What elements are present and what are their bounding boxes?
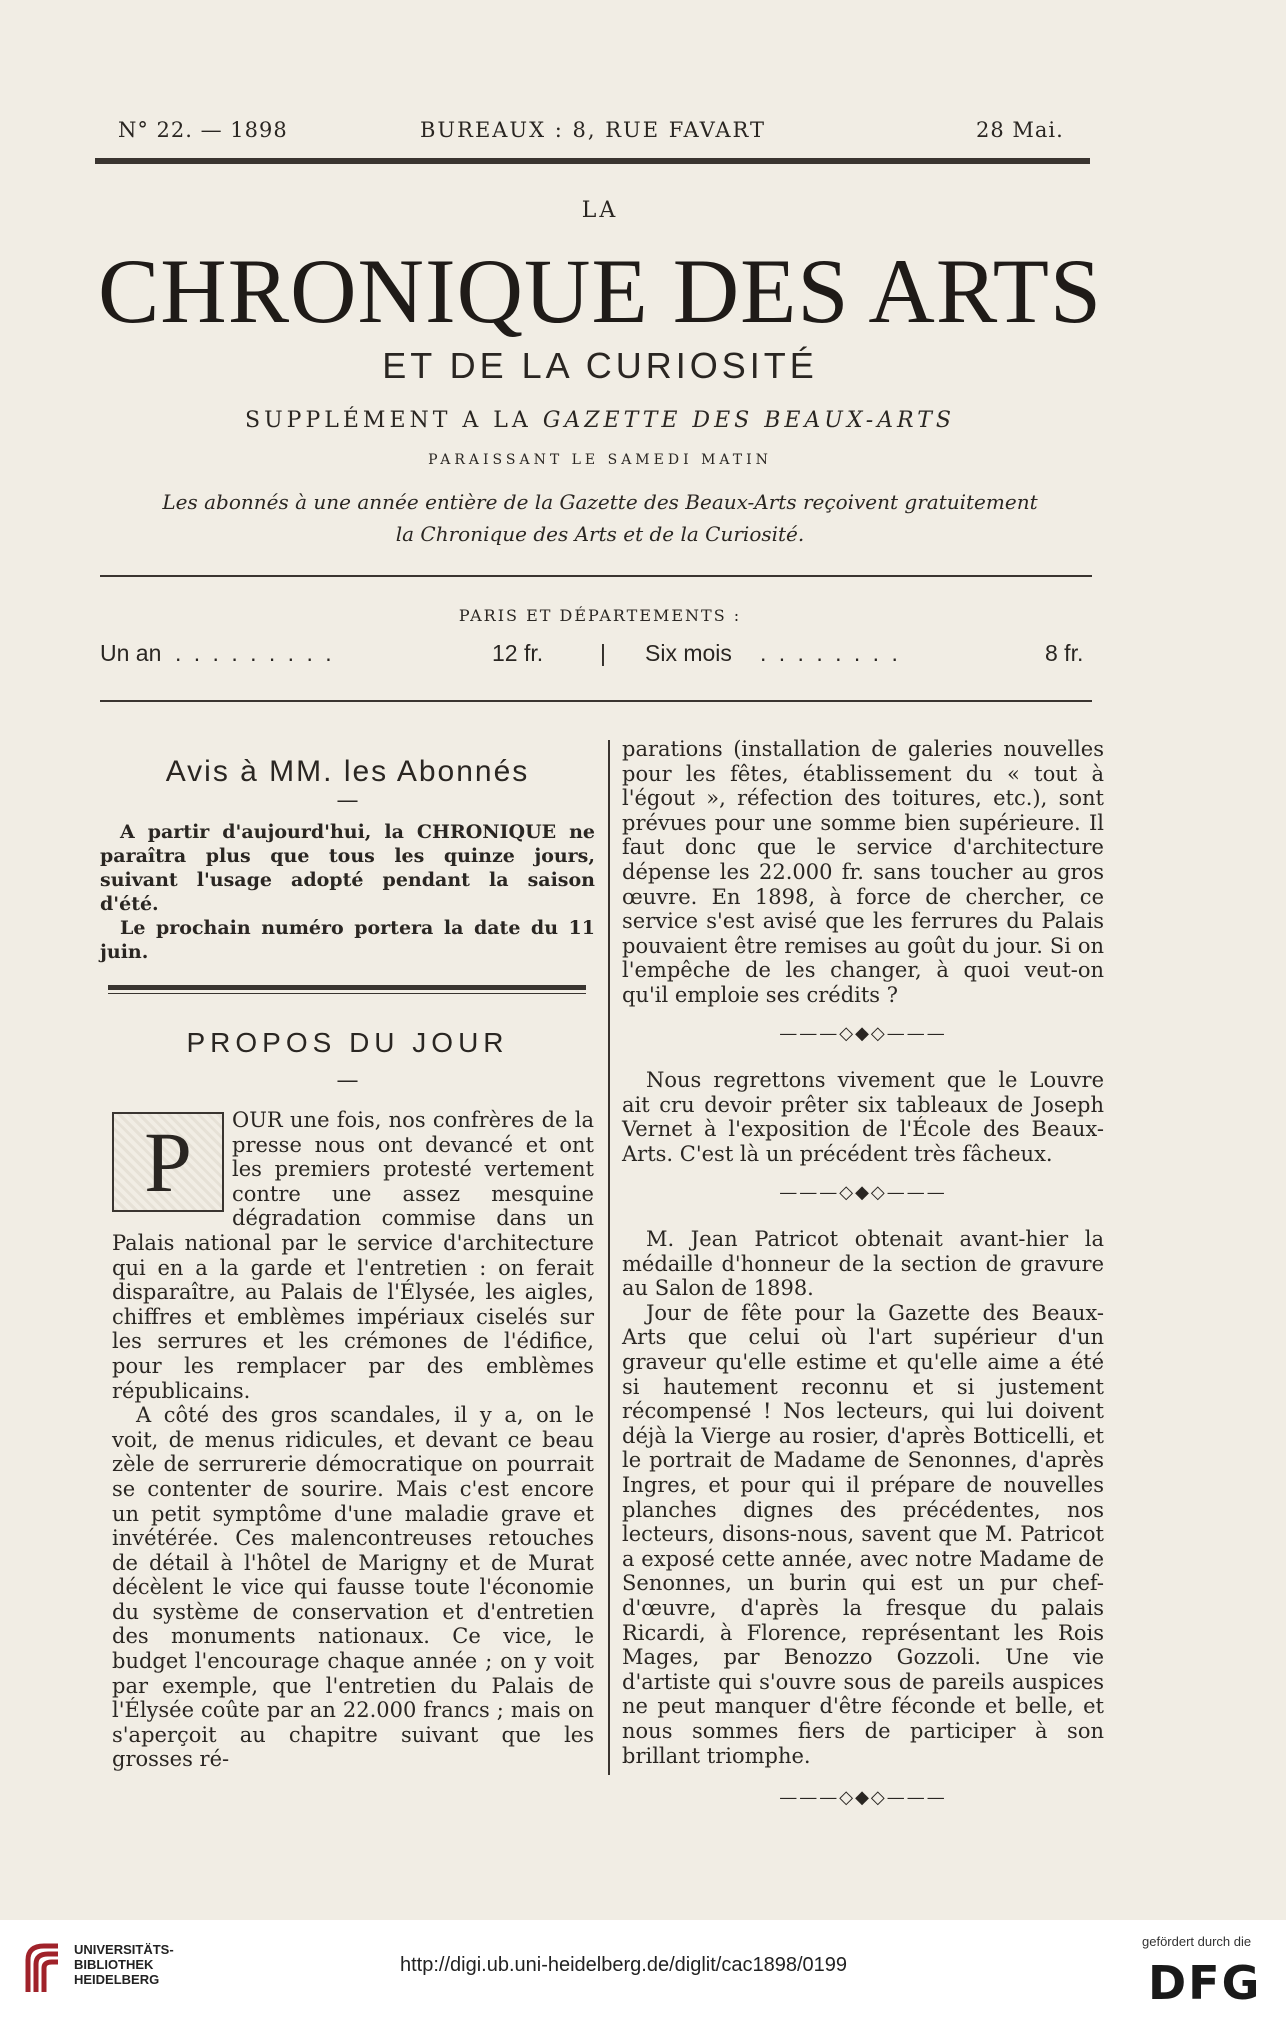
- six-months-label: Six mois: [645, 640, 732, 666]
- masthead-title: CHRONIQUE DES ARTS: [97, 240, 1103, 342]
- propos-body: [112, 1108, 594, 1772]
- supplement-title: GAZETTE DES BEAUX-ARTS: [542, 408, 955, 433]
- ornament-divider-1: ———◇◆◇———: [779, 1022, 947, 1044]
- notice-rule: [108, 985, 586, 990]
- issue-number: N° 22. — 1898: [118, 118, 288, 142]
- library-name-line-3: HEIDELBERG: [74, 1972, 160, 1987]
- frequency-line: PARAISSANT LE SAMEDI MATIN: [428, 452, 772, 468]
- right-paragraph-continued: parations (installation de galeries nouvelles pour les fêtes, établissement du « tout à l'égout », réfection des toitures, etc.), sont prévues pour une somme bien supérieure. Il faut donc que le service d'architecture dépense les 22.000 fr. sans toucher au gros œuvre. En 1898, à force de chercher, ce service s'est avisé que les ferrures du Palais pouvaient être remises au goût du jour. Si on l'empêche de les changer, à quoi veut-on qu'il emploie ses crédits ?: [622, 737, 1104, 1007]
- propos-title: PROPOS DU JOUR: [186, 1027, 509, 1058]
- supplement-prefix: SUPPLÉMENT A LA: [245, 408, 532, 433]
- ornament-divider-2: ———◇◆◇———: [779, 1181, 947, 1203]
- digitization-footer: [0, 1920, 1286, 2017]
- source-url-link[interactable]: http://digi.ub.uni-heidelberg.de/diglit/cac1898/0199: [400, 1954, 847, 1976]
- notice-dash: —: [336, 788, 359, 813]
- supplement-line: [0, 408, 1200, 433]
- propos-paragraph-1: [112, 1108, 594, 1403]
- six-months-dots: . . . . . . . .: [760, 640, 901, 666]
- library-name: [74, 1942, 174, 1987]
- subscribers-line-2: la Chronique des Arts et de la Curiosité.: [395, 522, 805, 546]
- ornament-divider-3: ———◇◆◇———: [779, 1787, 947, 1809]
- right-paragraph-patricot-1: M. Jean Patricot obtenait avant-hier la médaille d'honneur de la section de gravure au Salon de 1898.: [622, 1227, 1104, 1301]
- notice-rule-thin: [108, 993, 586, 994]
- year-price: 12 fr.: [492, 640, 544, 666]
- dropcap-ornament: P: [112, 1112, 224, 1212]
- right-column: [622, 737, 1104, 1811]
- right-paragraph-patricot-2: Jour de fête pour la Gazette des Beaux-Arts que celui où l'art supérieur d'un graveur qu'elle estime et qu'elle aime a été si hautement reconnu et si justement récompensé ! Nos lecteurs, qui lui doivent déjà la Vierge au rosier, d'après Botticelli, et le portrait de Madame de Senonnes, d'après Ingres, et pour qui il prépare de nouvelles planches dignes des précédentes, nos lecteurs, disons-nous, savent que M. Patricot a exposé cette année, avec notre Madame de Senonnes, un burin qui est un pur chef-d'œuvre, d'après la fresque du palais Ricardi, à Florence, représentant les Rois Mages, par Benozzo Gozzoli. Une vie d'artiste qui s'ouvre sous de pareils auspices ne peut manquer d'être féconde et belle, et nous sommes fiers de participer à son brillant triomphe.: [622, 1300, 1104, 1768]
- office-address: BUREAUX : 8, RUE FAVART: [420, 118, 766, 142]
- issue-date: 28 Mai.: [976, 118, 1064, 142]
- six-months-price: 8 fr.: [1045, 640, 1084, 666]
- year-dots: . . . . . . . . .: [175, 640, 335, 666]
- year-label: Un an: [100, 640, 162, 666]
- funded-by-label: gefördert durch die: [1142, 1934, 1252, 1949]
- notice-title: Avis à MM. les Abonnés: [165, 755, 530, 788]
- notice-paragraph-1: A partir d'aujourd'hui, la CHRONIQUE ne paraîtra plus que tous les quinze jours, suivant l'usage adopté pendant la saison d'été.: [100, 821, 595, 915]
- pricing-heading: PARIS ET DÉPARTEMENTS :: [458, 606, 742, 625]
- masthead-article: LA: [581, 198, 619, 223]
- pricing-rule: [100, 700, 1092, 702]
- university-library-logo-icon: [22, 1938, 66, 1998]
- library-name-line-1: UNIVERSITÄTS-: [74, 1942, 174, 1957]
- propos-dash: —: [336, 1068, 359, 1093]
- masthead-rule: [100, 575, 1092, 577]
- price-separator: |: [600, 640, 606, 666]
- right-paragraph-louvre: Nous regrettons vivement que le Louvre ait cru devoir prêter six tableaux de Joseph Vernet à l'exposition de l'École des Beaux-Arts. C'est là un précédent très fâcheux.: [622, 1068, 1104, 1166]
- subscribers-line-1: Les abonnés à une année entière de la Gazette des Beaux-Arts reçoivent gratuitement: [162, 490, 1038, 514]
- library-name-line-2: BIBLIOTHEK: [74, 1957, 154, 1972]
- notice-paragraph-2: Le prochain numéro portera la date du 11 juin.: [100, 917, 595, 963]
- propos-paragraph-1-text: OUR une fois, nos confrères de la presse nous ont devancé et ont les premiers protesté vertement contre une assez mesquine dégradation commise dans un Palais national par le service d'architecture qui en a la garde et l'entretien : on ferait disparaître, au Palais de l'Élysée, les aigles, chiffres et emblèmes impériaux ciselés sur les serrures et les crémones de l'édifice, pour les remplacer par des emblèmes républicains.: [112, 1108, 594, 1403]
- propos-paragraph-2: A côté des gros scandales, il y a, on le voit, de menus ridicules, et devant ce beau zèle de serrurerie démocratique on pourrait se contenter de sourire. Mais c'est encore un petit symptôme d'une maladie grave et invétérée. Ces malencontreuses retouches de détail à l'hôtel de Marigny et de Murat décèlent le vice qui fausse toute l'économie du système de conservation et d'entretien des monuments nationaux. Ce vice, le budget l'encourage chaque année ; on y voit par exemple, que l'entretien du Palais de l'Élysée coûte par an 22.000 francs ; mais on s'aperçoit au chapitre suivant que les grosses ré-: [112, 1403, 594, 1772]
- notice-body: [100, 820, 595, 964]
- header-rule: [95, 158, 1090, 164]
- column-divider: [608, 740, 610, 1775]
- subscribers-note: [0, 486, 1200, 550]
- dfg-logo: DFG: [1148, 1956, 1262, 2010]
- masthead-subtitle: ET DE LA CURIOSITÉ: [382, 345, 818, 386]
